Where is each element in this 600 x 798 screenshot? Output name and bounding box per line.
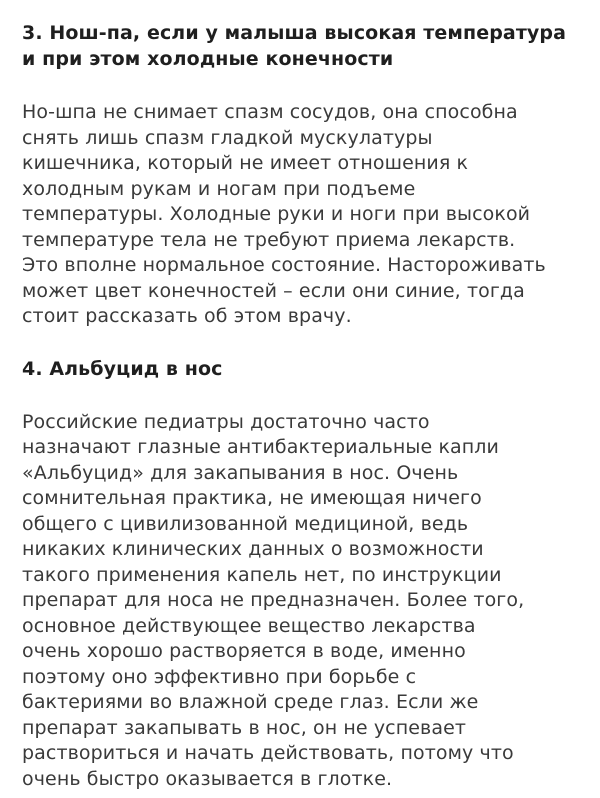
paragraph-line: очень быстро оказывается в глотке. [22, 767, 393, 790]
section-heading-no-shpa [22, 20, 592, 72]
paragraph-line: может цвет конечностей – если они синие, тогда [22, 279, 525, 302]
paragraph-line: снять лишь спазм гладкой мускулатуры [22, 126, 433, 149]
paragraph-line: поэтому оно эффективно при борьбе с [22, 665, 417, 688]
paragraph-line: общего с цивилизованной медициной, ведь [22, 512, 469, 535]
paragraph-line: «Альбуцид» для закапывания в нос. Очень [22, 461, 459, 484]
section-paragraph-albucid [22, 410, 592, 793]
paragraph-line: сомнительная практика, не имеющая ничего [22, 487, 482, 509]
paragraph-line: температуре тела не требуют приема лекарств. [22, 228, 516, 251]
section-heading-albucid [22, 356, 592, 382]
paragraph-line: назначают глазные антибактериальные капли [22, 436, 499, 458]
article [22, 20, 592, 792]
paragraph-line: препарат для носа не предназначен. Более того, [22, 589, 525, 611]
paragraph-line: Российские педиатры достаточно часто [22, 410, 430, 433]
heading-line: и при этом холодные конечности [22, 48, 394, 70]
paragraph-line: холодным рукам и ногам при подъеме [22, 177, 416, 200]
paragraph-line: раствориться и начать действовать, потому что [22, 742, 514, 764]
paragraph-line: основное действующее вещество лекарства [22, 614, 476, 637]
paragraph-line: Это вполне нормальное состояние. Настороживать [22, 254, 546, 276]
paragraph-line: препарат закапывать в нос, он не успевает [22, 716, 467, 739]
paragraph-line: Но-шпа не снимает спазм сосудов, она способна [22, 101, 518, 123]
paragraph-line: температуры. Холодные руки и ноги при высокой [22, 203, 531, 225]
paragraph-line: такого применения капель нет, по инструкции [22, 563, 502, 586]
paragraph-line: бактериями во влажной среде глаз. Если же [22, 691, 479, 713]
heading-line: 3. Нош-па, если у малыша высокая температура [22, 22, 567, 44]
paragraph-line: никаких клинических данных о возможности [22, 538, 484, 560]
paragraph-line: кишечника, который не имеет отношения к [22, 152, 469, 174]
paragraph-line: очень хорошо растворяется в воде, именно [22, 640, 466, 662]
heading-line: 4. Альбуцид в нос [22, 357, 223, 380]
paragraph-line: стоит рассказать об этом врачу. [22, 305, 352, 327]
section-paragraph-no-shpa [22, 100, 592, 330]
